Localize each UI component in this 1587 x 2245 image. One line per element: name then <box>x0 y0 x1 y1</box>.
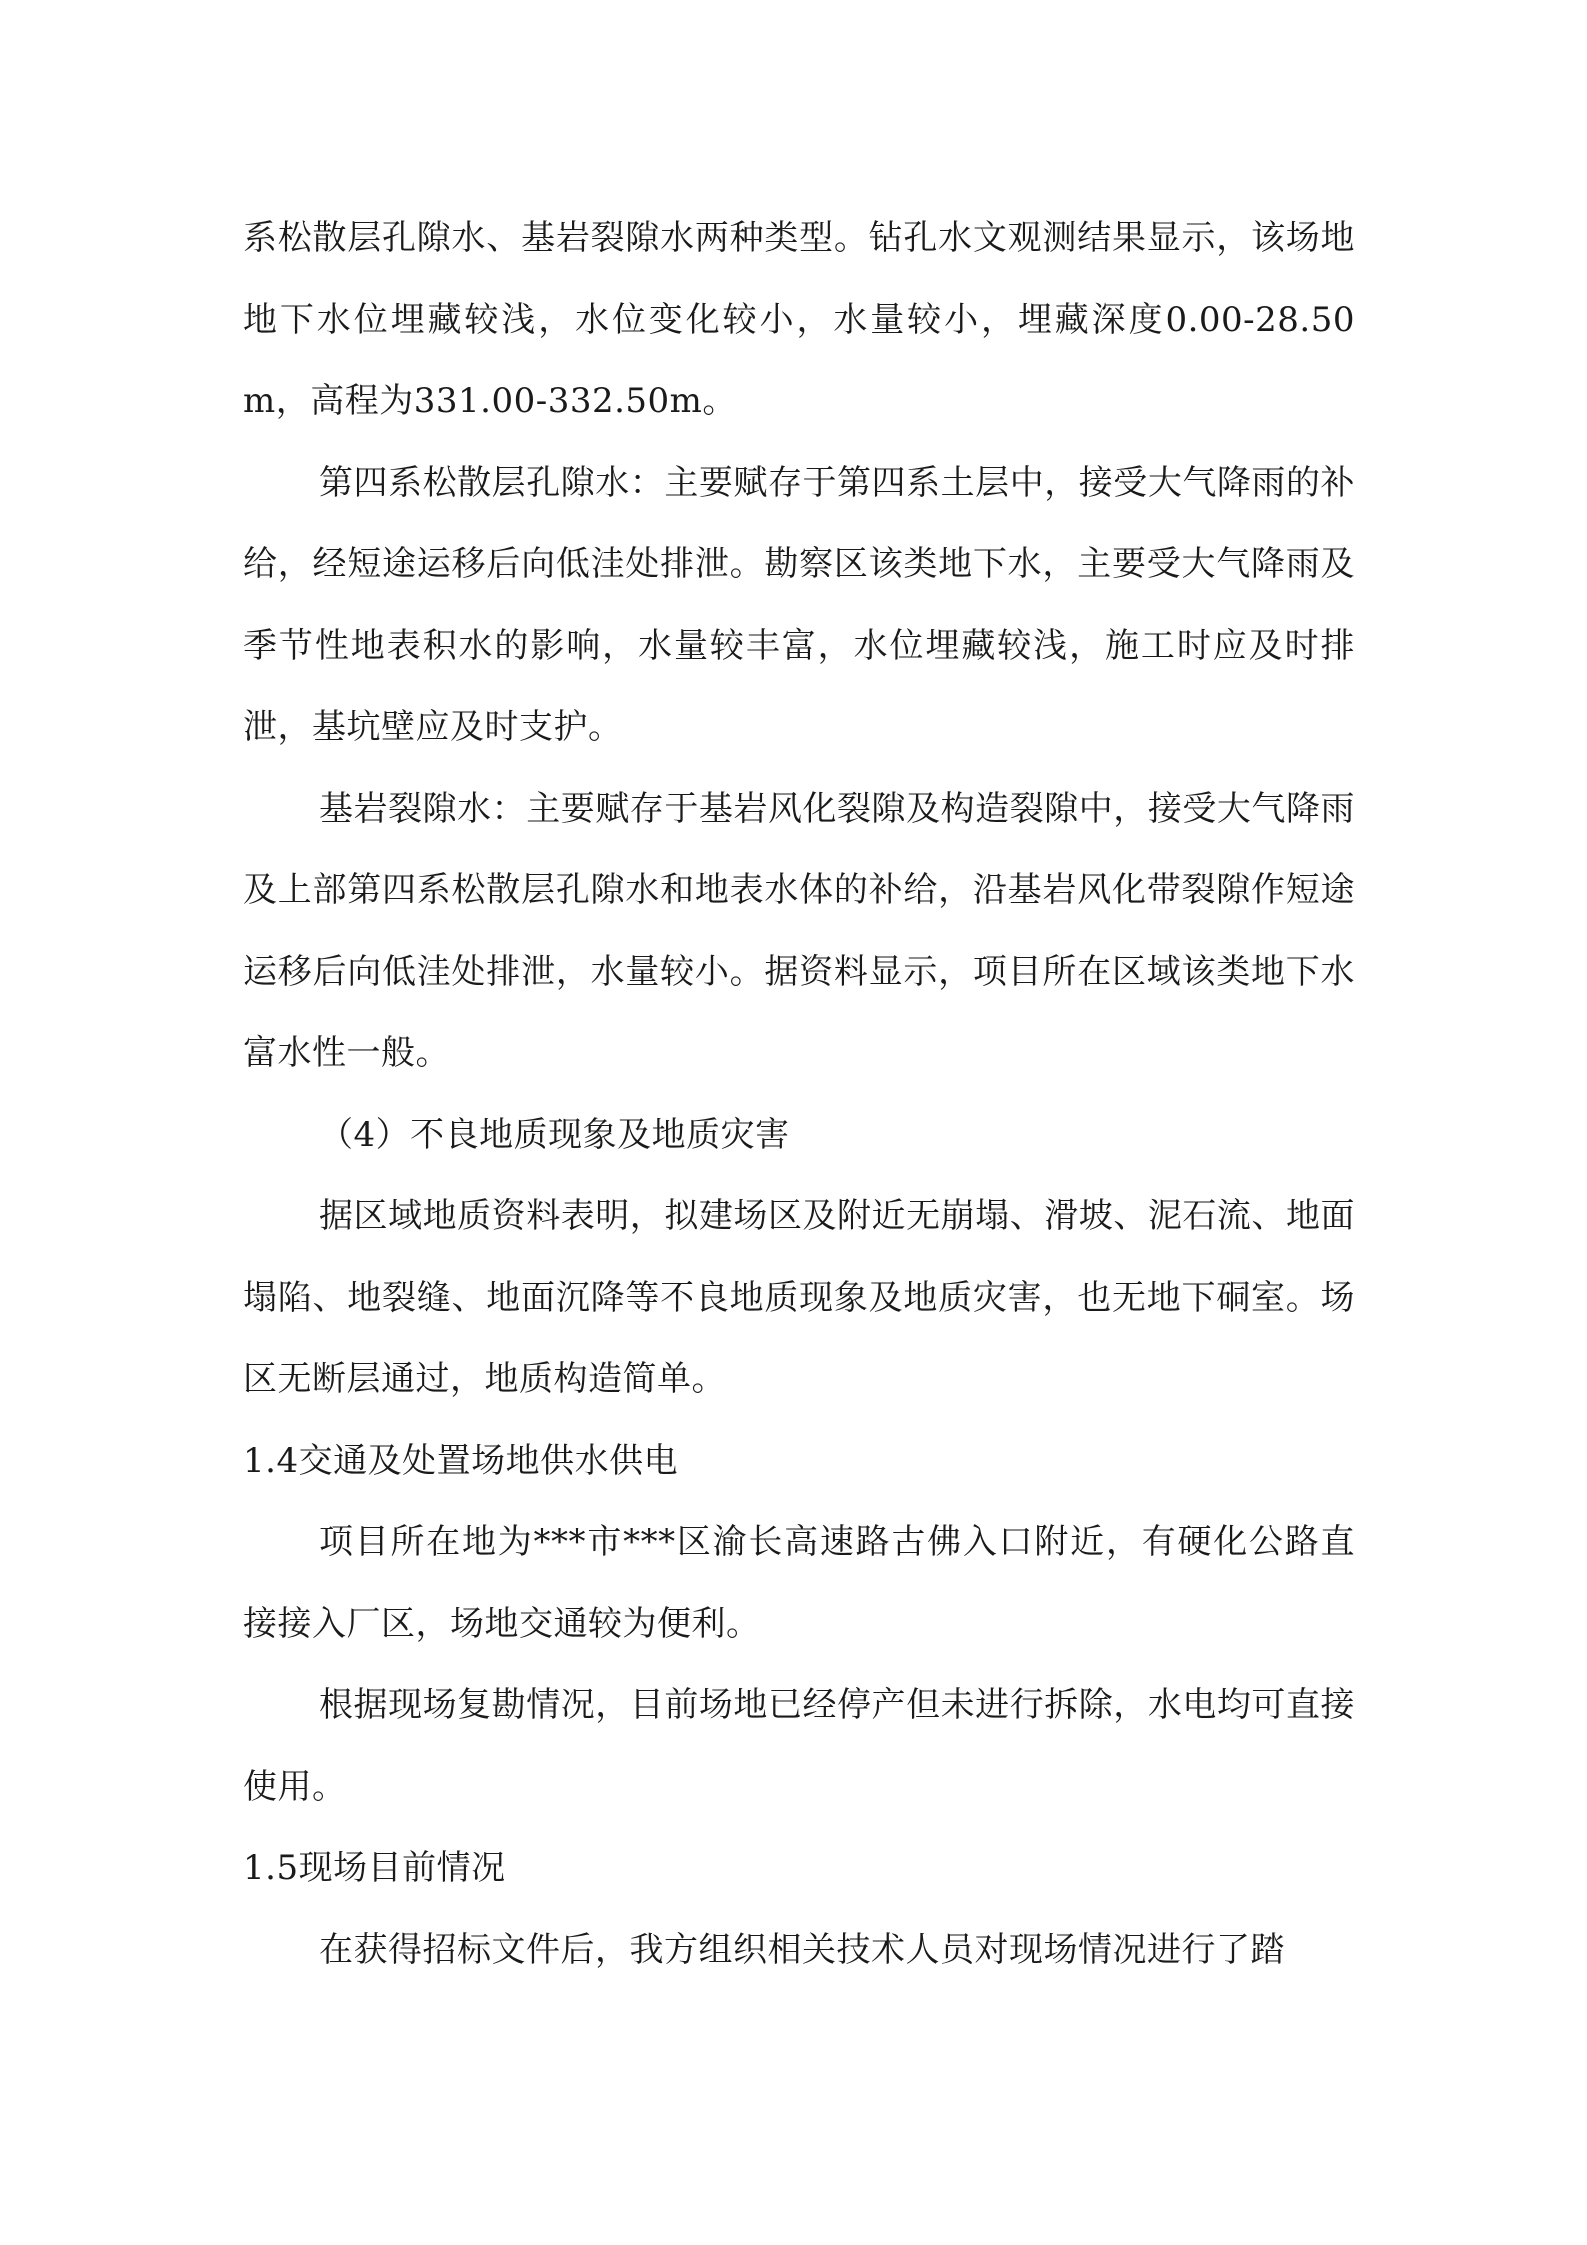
paragraph-geological-hazards: 据区域地质资料表明，拟建场区及附近无崩塌、滑坡、泥石流、地面塌陷、地裂缝、地面沉降等不良地质现象及地质灾害，也无地下硐室。场区无断层通过，地质构造简单。 <box>243 1196 1355 1399</box>
document-page <box>243 198 1355 1991</box>
subheading-adverse-geology: （4）不良地质现象及地质灾害 <box>319 1114 790 1155</box>
paragraph-site-survey: 在获得招标文件后，我方组织相关技术人员对现场情况进行了踏 <box>319 1929 1285 1970</box>
paragraph-project-location: 项目所在地为***市***区渝长高速路古佛入口附近，有硬化公路直接接入厂区，场地交通较为便利。 <box>243 1522 1355 1644</box>
section-heading-current-site: 1.5现场目前情况 <box>243 1848 506 1888</box>
section-heading-transport-utilities: 1.4交通及处置场地供水供电 <box>243 1440 679 1481</box>
paragraph-site-utilities: 根据现场复勘情况，目前场地已经停产但未进行拆除，水电均可直接使用。 <box>243 1685 1355 1807</box>
paragraph-groundwater-types: 系松散层孔隙水、基岩裂隙水两种类型。钻孔水文观测结果显示，该场地地下水位埋藏较浅，水位变化较小，水量较小，埋藏深度0.00-28.50m，高程为331.00-332.50m。 <box>243 218 1355 421</box>
paragraph-quaternary-pore-water: 第四系松散层孔隙水：主要赋存于第四系土层中，接受大气降雨的补给，经短途运移后向低洼处排泄。勘察区该类地下水，主要受大气降雨及季节性地表积水的影响，水量较丰富，水位埋藏较浅，施工时应及时排泄，基坑壁应及时支护。 <box>243 462 1355 747</box>
paragraph-bedrock-fissure-water: 基岩裂隙水：主要赋存于基岩风化裂隙及构造裂隙中，接受大气降雨及上部第四系松散层孔隙水和地表水体的补给，沿基岩风化带裂隙作短途运移后向低洼处排泄，水量较小。据资料显示，项目所在区域该类地下水富水性一般。 <box>243 788 1355 1073</box>
